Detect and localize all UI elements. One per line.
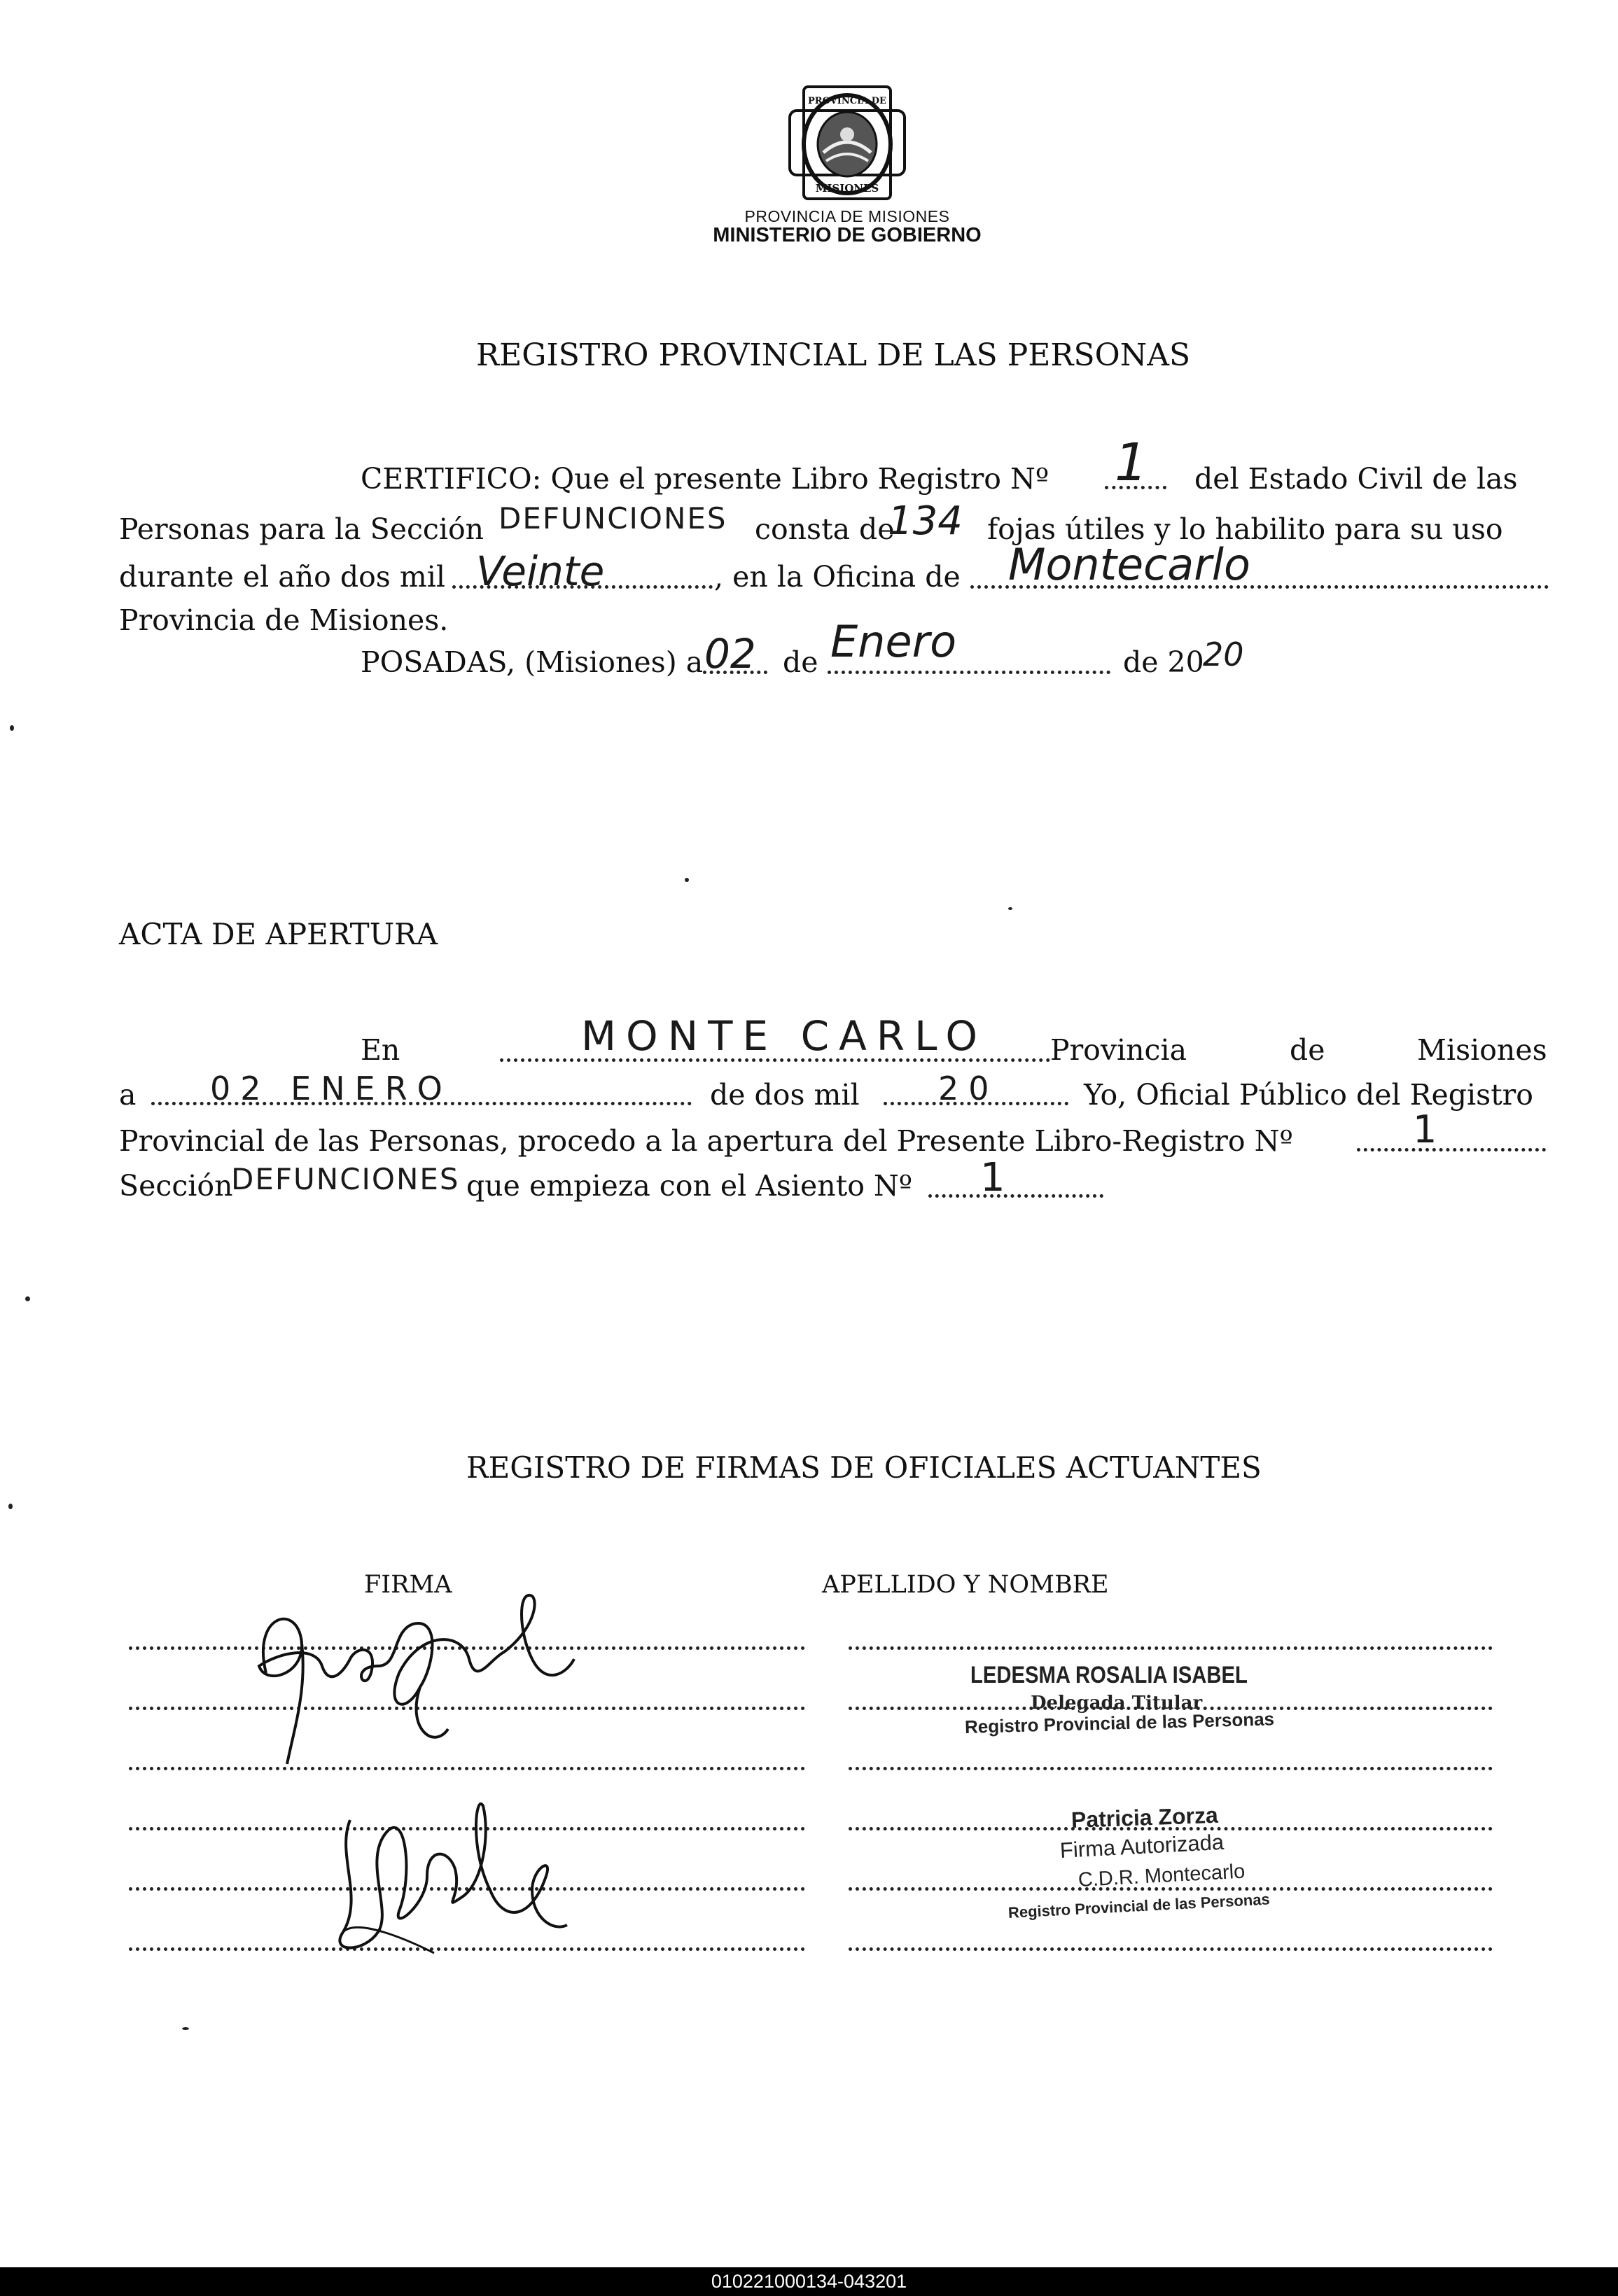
nombre-row-line xyxy=(849,1767,1493,1770)
hw-asiento: 1 xyxy=(980,1155,1005,1200)
hw-apertura-libro: 1 xyxy=(1413,1107,1437,1152)
scan-speck xyxy=(10,725,14,731)
misiones-crest-seal xyxy=(777,83,917,203)
scan-speck xyxy=(182,2027,189,2030)
cert-line1-end: del Estado Civil de las xyxy=(1194,462,1518,496)
scan-speck xyxy=(685,878,689,882)
cert-line2-b: consta de xyxy=(755,512,895,546)
scan-speck xyxy=(1008,907,1012,910)
apertura-provincia: Provincia xyxy=(1050,1033,1187,1067)
apertura-line3: Provincial de las Personas, procedo a la apertura del Presente Libro-Registro Nº xyxy=(119,1124,1293,1158)
firmas-title: REGISTRO DE FIRMAS DE OFICIALES ACTUANTES xyxy=(466,1450,1262,1485)
hw-anio-final: 20 xyxy=(1203,636,1244,673)
scan-speck xyxy=(25,1296,30,1301)
hw-apertura-anio: 20 xyxy=(938,1070,999,1107)
page-title: REGISTRO PROVINCIAL DE LAS PERSONAS xyxy=(476,337,1191,373)
hw-fojas: 134 xyxy=(888,498,963,544)
apertura-de: de xyxy=(1290,1033,1325,1067)
hw-oficina: Montecarlo xyxy=(1008,539,1250,590)
col-nombre-header: APELLIDO Y NOMBRE xyxy=(822,1571,1109,1599)
cert-line2-a: Personas para la Sección xyxy=(119,512,484,546)
apertura-de-dos-mil: de dos mil xyxy=(710,1078,860,1112)
hw-dia: 02 xyxy=(704,630,756,678)
crest-text-bottom: MISIONES xyxy=(815,182,879,195)
stamp2-org: Registro Provincial de las Personas xyxy=(1007,1890,1271,1921)
ministry-label: MINISTERIO DE GOBIERNO xyxy=(713,224,982,246)
scan-footer-code: 010221000134-043201 xyxy=(0,2267,1618,2296)
stamp2-place: C.D.R. Montecarlo xyxy=(1077,1860,1246,1891)
apertura-yo-oficial: Yo, Oficial Público del Registro xyxy=(1084,1078,1533,1112)
cert-line2-c: fojas útiles y lo habilito para su uso xyxy=(987,512,1503,546)
cert-line4: Provincia de Misiones. xyxy=(119,603,449,637)
crest-text-top: PROVINCIA DE xyxy=(808,96,886,106)
nombre-row-line xyxy=(849,1646,1493,1650)
cert-line3-a: durante el año dos mil xyxy=(119,560,445,594)
cert-line5-c: de 20 xyxy=(1123,645,1204,679)
stamp1-name: LEDESMA ROSALIA ISABEL xyxy=(970,1662,1248,1688)
cert-line5-b: de xyxy=(783,645,818,679)
hw-anio: Veinte xyxy=(476,547,605,595)
cert-line5-a: POSADAS, (Misiones) a xyxy=(361,645,704,679)
acta-title: ACTA DE APERTURA xyxy=(119,917,438,951)
scan-speck xyxy=(8,1504,13,1509)
hw-lugar: MONTE CARLO xyxy=(581,1012,987,1060)
cert-line1-start: CERTIFICO: Que el presente Libro Registro Nº xyxy=(361,462,1049,496)
cert-line3-b: , en la Oficina de xyxy=(714,560,961,594)
dotted-fill xyxy=(828,671,1110,674)
hw-seccion: DEFUNCIONES xyxy=(498,501,727,536)
dotted-fill xyxy=(1357,1148,1546,1152)
stamp2-name: Patricia Zorza xyxy=(1070,1802,1219,1833)
apertura-en: En xyxy=(361,1033,400,1067)
signature-2 xyxy=(322,1792,574,1960)
hw-apertura-seccion: DEFUNCIONES xyxy=(231,1162,460,1196)
nombre-row-line xyxy=(849,1887,1493,1891)
apertura-empieza: que empieza con el Asiento Nº xyxy=(466,1169,913,1203)
col-firma-header: FIRMA xyxy=(364,1571,452,1599)
apertura-misiones: Misiones xyxy=(1417,1033,1547,1067)
hw-libro-number: 1 xyxy=(1115,433,1148,493)
nombre-row-line xyxy=(849,1947,1493,1951)
hw-fecha: 02 ENERO xyxy=(210,1070,452,1107)
stamp1-role: Delegada Titular xyxy=(1031,1693,1203,1714)
stamp1-org: Registro Provincial de las Personas xyxy=(964,1708,1275,1737)
apertura-seccion: Sección xyxy=(119,1169,233,1203)
signature-1 xyxy=(238,1589,588,1778)
province-label: PROVINCIA DE MISIONES xyxy=(744,207,950,225)
dotted-fill xyxy=(928,1194,1103,1198)
stamp2-role: Firma Autorizada xyxy=(1059,1829,1225,1863)
hw-mes: Enero xyxy=(830,616,957,667)
apertura-a: a xyxy=(119,1078,137,1112)
